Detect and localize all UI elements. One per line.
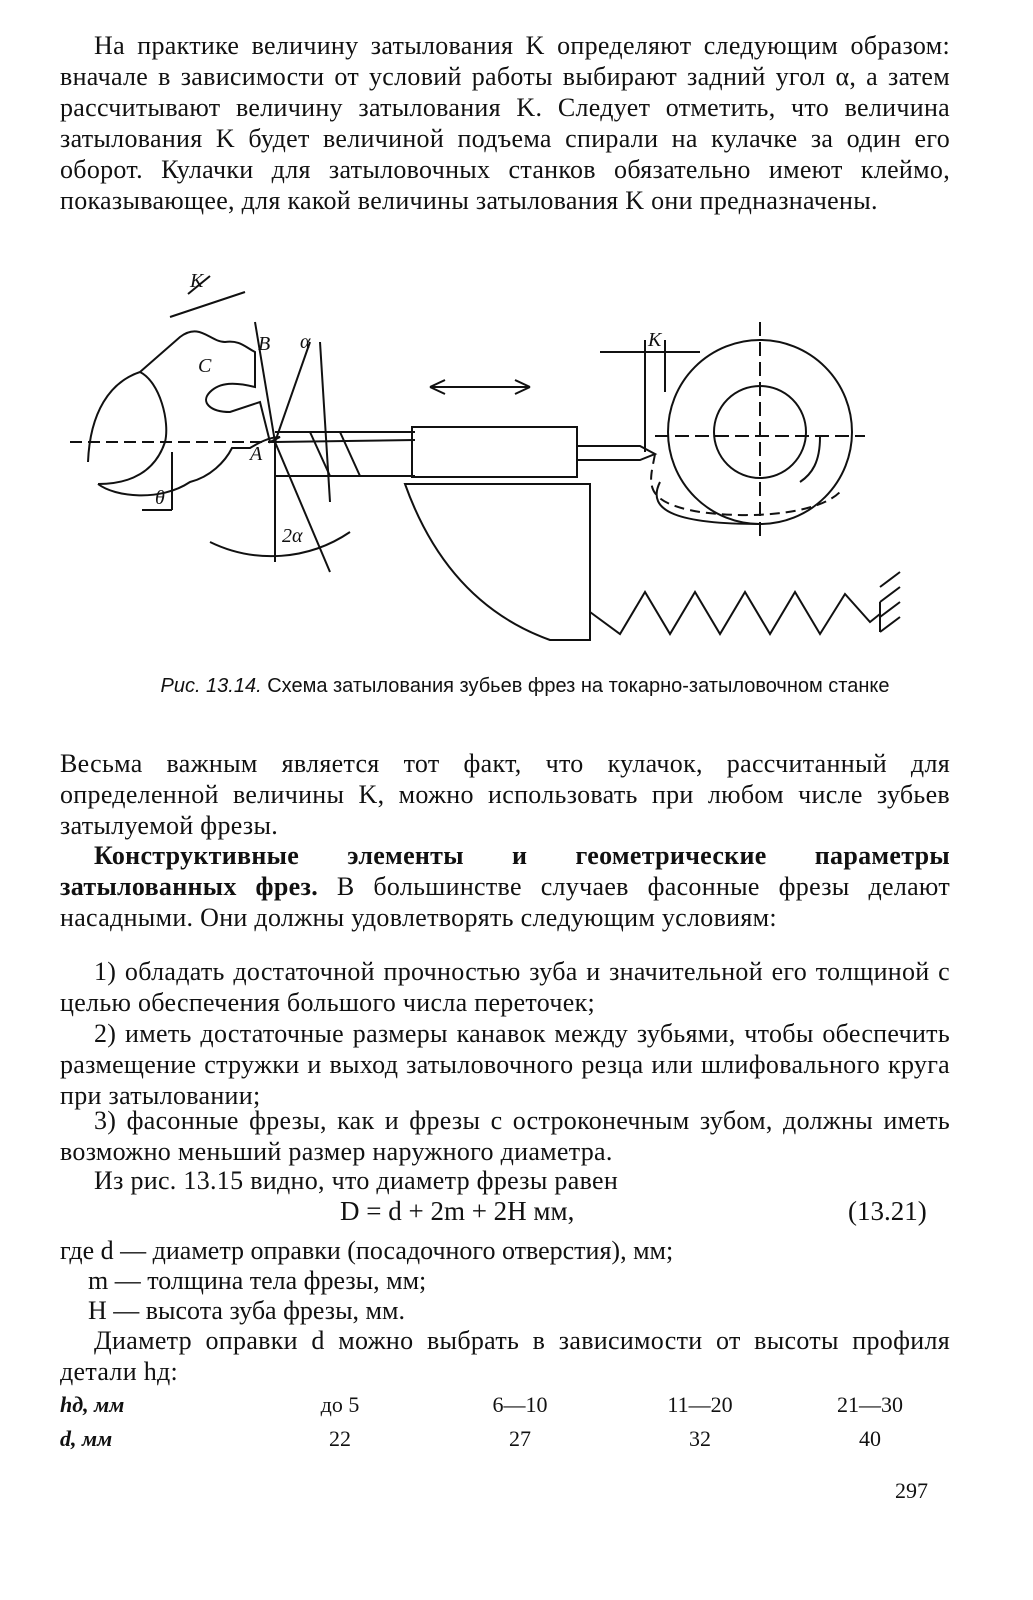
label-k-left: K — [190, 270, 204, 292]
table-cell: 27 — [509, 1426, 531, 1451]
section-heading: Конструктивные элементы и геометрические параметры затылованных фрез. — [60, 841, 950, 901]
table-cell: 21—30 — [837, 1392, 903, 1417]
label-k-right: K — [648, 329, 662, 351]
formula-expression: D = d + 2m + 2H мм, — [340, 1196, 575, 1226]
figure-13-14 — [60, 262, 960, 672]
condition-2: 2) иметь достаточные размеры канавок между зубьями, чтобы обеспечить размещение стружки и выход затыловочного резца или шлифовального круга при затыловании; — [60, 1019, 950, 1110]
intro-paragraph: На практике величину затылования K определяют следующим образом: вначале в зависимости от условий работы выбирают задний угол α, а затем рассчитывают величину затылования K. Следует отметить, что величина затылования K будет величиной подъема спирали на кулачке за один его оборот. Кулачки для затыловочных станков обязательно имеют клеймо, показывающее, для какой величины затылования K они предназначены. — [60, 31, 950, 215]
caption-label: Рис. 13.14. — [160, 675, 262, 697]
table-cell: 32 — [689, 1426, 711, 1451]
table-cell: 11—20 — [667, 1392, 733, 1417]
section-text: В большинстве случаев фасонные фрезы делают насадными. Они должны удовлетворять следующим условиям: — [60, 872, 950, 932]
page-number: 297 — [895, 1478, 928, 1503]
definition-m: m — толщина тела фрезы, мм; — [88, 1266, 427, 1295]
formula-number: (13.21) — [848, 1196, 927, 1226]
figure-caption — [80, 674, 970, 698]
section-paragraph — [60, 840, 950, 933]
label-a: A — [250, 443, 263, 465]
table-cell: 6—10 — [492, 1392, 548, 1417]
condition-1: 1) обладать достаточной прочностью зуба и значительной его толщиной с целью обеспечения большого числа переточек; — [60, 957, 950, 1017]
table-intro: Диаметр оправки d можно выбрать в зависимости от высоты профиля детали hд: — [60, 1326, 950, 1386]
table-row — [60, 1392, 960, 1426]
row1-label: hд, мм — [60, 1392, 125, 1417]
definition-h: H — высота зуба фрезы, мм. — [88, 1296, 405, 1325]
diameter-table — [60, 1392, 960, 1460]
table-cell: 40 — [859, 1426, 881, 1451]
table-row — [60, 1426, 960, 1460]
row2-label: d, мм — [60, 1426, 113, 1451]
caption-text: Схема затылования зубьев фрез на токарно-затыловочном станке — [267, 675, 890, 697]
label-theta: θ — [155, 487, 165, 509]
label-two-alpha: 2α — [282, 525, 303, 547]
label-c: C — [198, 355, 212, 377]
label-b: B — [258, 333, 271, 355]
table-cell: до 5 — [320, 1392, 360, 1417]
table-cell: 22 — [329, 1426, 351, 1451]
important-paragraph: Весьма важным является тот факт, что кулачок, рассчитанный для определенной величины K, можно использовать при любом числе зубьев затылуемой фрезы. — [60, 749, 950, 840]
formula-intro: Из рис. 13.15 видно, что диаметр фрезы равен — [94, 1166, 619, 1195]
definition-d: где d — диаметр оправки (посадочного отверстия), мм; — [60, 1236, 674, 1265]
formula-line — [0, 1196, 1033, 1236]
label-alpha: α — [300, 331, 311, 353]
definitions — [60, 1236, 673, 1326]
condition-3: 3) фасонные фрезы, как и фрезы с остроконечным зубом, должны иметь возможно меньший размер наружного диаметра. — [60, 1106, 950, 1166]
